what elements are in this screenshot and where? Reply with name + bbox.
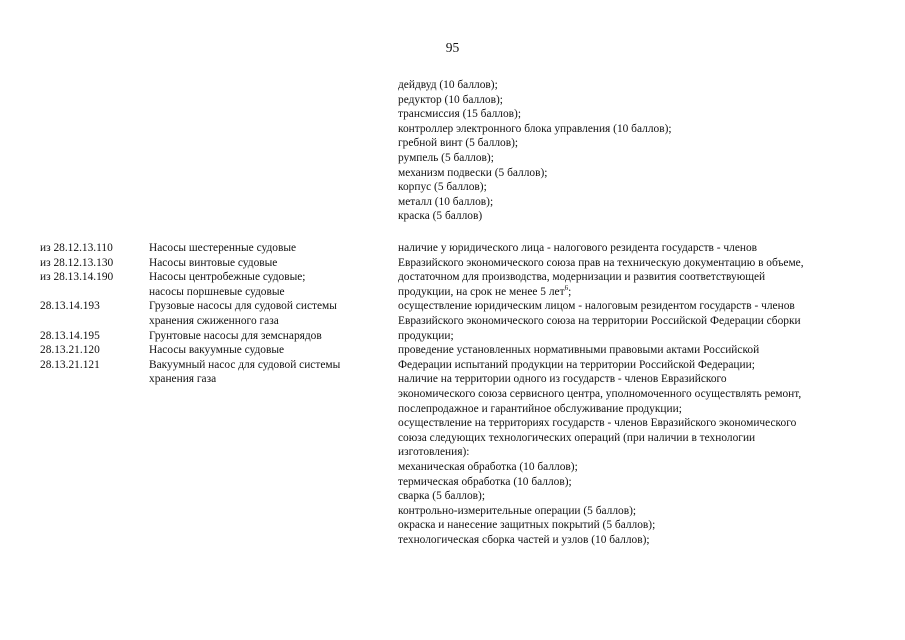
table-row	[40, 241, 390, 256]
continued-item: металл (10 баллов);	[398, 195, 494, 208]
product-name-line: хранения газа	[149, 373, 217, 386]
requirement-line: механическая обработка (10 баллов);	[398, 460, 578, 473]
requirement-line: технологическая сборка частей и узлов (10 баллов);	[398, 533, 650, 546]
requirement-line: союза следующих технологических операций (при наличии в технологии	[398, 431, 756, 444]
requirement-line	[398, 285, 888, 300]
table-row	[40, 299, 390, 328]
product-name	[149, 358, 389, 387]
requirement-line: проведение установленных нормативными правовыми актами Российской	[398, 344, 760, 357]
product-name	[149, 299, 389, 328]
requirement-line: сварка (5 баллов);	[398, 490, 485, 503]
requirement-line-text: продукции, на срок не менее 5 лет	[398, 285, 565, 298]
requirements-text	[398, 241, 888, 547]
product-name-line: Грунтовые насосы для земснарядов	[149, 329, 322, 342]
requirement-line: осуществление на территориях государств - членов Евразийского экономического	[398, 417, 797, 430]
requirement-line: послепродажное и гарантийное обслуживание продукции;	[398, 402, 682, 415]
product-code: 28.13.14.193	[40, 300, 100, 313]
product-code: из 28.12.13.130	[40, 256, 114, 269]
table-row	[40, 329, 390, 344]
table-row	[40, 358, 390, 387]
product-name-line: Насосы центробежные судовые;	[149, 271, 306, 284]
product-name	[149, 329, 389, 344]
continued-requirements-list	[398, 78, 888, 224]
continued-item: трансмиссия (15 баллов);	[398, 108, 522, 121]
product-name-line: Насосы винтовые судовые	[149, 256, 278, 269]
requirement-line: контрольно-измерительные операции (5 баллов);	[398, 504, 637, 517]
requirement-line: окраска и нанесение защитных покрытий (5 баллов);	[398, 519, 656, 532]
requirement-line: продукции;	[398, 329, 454, 342]
requirement-line: наличие у юридического лица - налогового резидента государств - членов	[398, 242, 758, 254]
product-name-line: насосы поршневые судовые	[149, 285, 285, 298]
continued-item: контроллер электронного блока управления (10 баллов);	[398, 122, 672, 135]
product-name-line: Грузовые насосы для судовой системы	[149, 300, 337, 313]
product-name	[149, 343, 389, 358]
page-number: 95	[445, 40, 460, 55]
product-name	[149, 241, 389, 256]
requirement-line: термическая обработка (10 баллов);	[398, 475, 572, 488]
product-code: 28.13.14.195	[40, 329, 100, 342]
requirement-line: Федерации испытаний продукции на территории Российской Федерации;	[398, 358, 755, 371]
product-name-line: Насосы вакуумные судовые	[149, 344, 285, 357]
product-name	[149, 256, 389, 271]
continued-item: румпель (5 баллов);	[398, 151, 494, 164]
product-code: из 28.13.14.190	[40, 271, 114, 284]
continued-item: механизм подвески (5 баллов);	[398, 166, 548, 179]
requirement-line: наличие на территории одного из государств - членов Евразийского	[398, 373, 727, 386]
product-code: 28.13.21.121	[40, 358, 100, 371]
requirement-line: достаточном для производства, модернизации и развития соответствующей	[398, 271, 766, 284]
footnote-suffix: ;	[568, 285, 572, 298]
table-row	[40, 343, 390, 358]
requirement-line: Евразийского экономического союза прав на техническую документацию в объеме,	[398, 256, 804, 269]
requirement-line: изготовления):	[398, 446, 470, 459]
requirement-line: Евразийского экономического союза на территории Российской Федерации сборки	[398, 314, 801, 327]
footnote-marker: 6	[564, 283, 569, 292]
product-name-line: Вакуумный насос для судовой системы	[149, 358, 341, 371]
requirement-line: экономического союза сервисного центра, уполномоченного осуществлять ремонт,	[398, 387, 802, 400]
continued-item: дейдвуд (10 баллов);	[398, 79, 498, 91]
continued-item: краска (5 баллов)	[398, 210, 483, 223]
product-name	[149, 270, 389, 299]
table-row	[40, 270, 390, 299]
product-code: из 28.12.13.110	[40, 242, 113, 254]
continued-item: корпус (5 баллов);	[398, 181, 487, 194]
continued-item: редуктор (10 баллов);	[398, 93, 503, 106]
product-code: 28.13.21.120	[40, 344, 100, 357]
product-name-line: Насосы шестеренные судовые	[149, 242, 297, 254]
table-row	[40, 256, 390, 271]
product-code-table	[40, 241, 390, 387]
product-name-line: хранения сжиженного газа	[149, 314, 279, 327]
continued-item: гребной винт (5 баллов);	[398, 137, 519, 150]
requirement-line: осуществление юридическим лицом - налоговым резидентом государств - членов	[398, 300, 795, 313]
